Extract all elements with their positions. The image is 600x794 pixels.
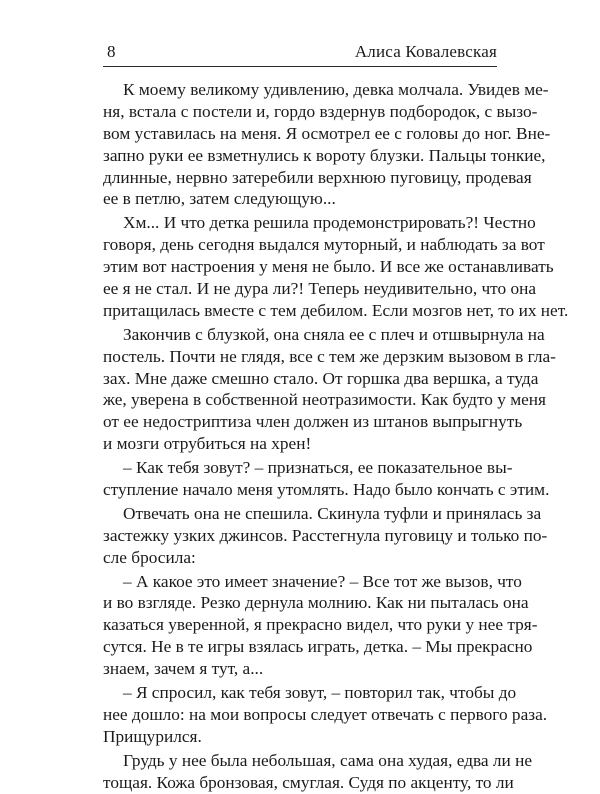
text-line: от ее недостриптиза член должен из штанов выпрыгнуть [103,412,523,432]
body-text [103,79,569,794]
page-header [103,36,497,67]
text-line: вом уставилась на меня. Я осмотрел ее с головы до ног. Вне- [103,123,551,143]
text-line: – Как тебя зовут? – признаться, ее показательное вы- [123,458,513,478]
text-line: знаем, зачем я тут, а... [103,659,264,679]
paragraph [103,503,548,569]
paragraph [103,79,551,210]
text-line: запно руки ее взметнулись к вороту блузки. Пальцы тонкие, [103,145,546,165]
text-line: сле бросила: [103,547,196,567]
page-number: 8 [107,42,116,61]
text-line: притащилась вместе с тем дебилом. Если мозгов нет, то их нет. [103,300,569,320]
paragraph [103,212,569,321]
text-line: – Я спросил, как тебя зовут, – повторил так, чтобы до [123,683,517,703]
text-line: ее я не стал. И не дура ли?! Теперь неудивительно, что она [103,279,537,299]
paragraph [103,324,556,455]
text-line: говоря, день сегодня выдался муторный, и наблюдать за вот [103,235,545,255]
paragraph [103,457,550,501]
text-line: нее дошло: на мои вопросы следует отвечать с первого раза. [103,704,548,724]
text-line: сутся. Не в те игры взялась играть, детка. – Мы прекрасно [103,637,533,657]
text-line: этим вот настроения у меня не было. И все же останавливать [103,257,554,277]
text-line: тощая. Кожа бронзовая, смуглая. Судя по акценту, то ли [103,772,514,792]
text-line: постель. Почти не глядя, все с тем же дерзким вызовом в гла- [103,346,556,366]
text-line: Закончив с блузкой, она сняла ее с плеч и отшвырнула на [123,324,545,344]
text-line: же, уверена в собственной неотразимости. Как будто у меня [103,390,546,410]
text-line: Отвечать она не спешила. Скинула туфли и принялась за [123,503,542,523]
text-line: застежку узких джинсов. Расстегнула пуговицу и только по- [103,525,548,545]
text-line: зах. Мне даже смешно стало. От горшка два вершка, а туда [103,368,539,388]
text-line: Грудь у нее была небольшая, сама она худая, едва ли не [123,750,533,770]
running-head-author: Алиса Ковалевская [354,42,497,61]
paragraph [103,750,533,794]
text-line: К моему великому удивлению, девка молчала. Увидев ме- [123,80,549,99]
paragraph [103,682,548,748]
text-line: Хм... И что детка решила продемонстрировать?! Честно [123,213,536,233]
text-line: и мозги отрубиться на хрен! [103,434,312,454]
paragraph [103,571,538,680]
text-line: ня, встала с постели и, гордо вздернув подбородок, с вызо- [103,101,538,121]
text-line: ее в петлю, затем следующую... [103,189,336,209]
text-line: казаться уверенной, я прекрасно видел, что руки у нее тря- [103,615,538,635]
text-line: и во взгляде. Резко дернула молнию. Как ни пыталась она [103,593,529,613]
text-line: ступление начало меня утомлять. Надо было кончать с этим. [103,480,550,500]
text-line: – А какое это имеет значение? – Все тот же вызов, что [123,571,522,591]
text-line: Прищурился. [103,726,202,746]
text-line: длинные, нервно затеребили верхнюю пуговицу, продевая [103,167,532,187]
